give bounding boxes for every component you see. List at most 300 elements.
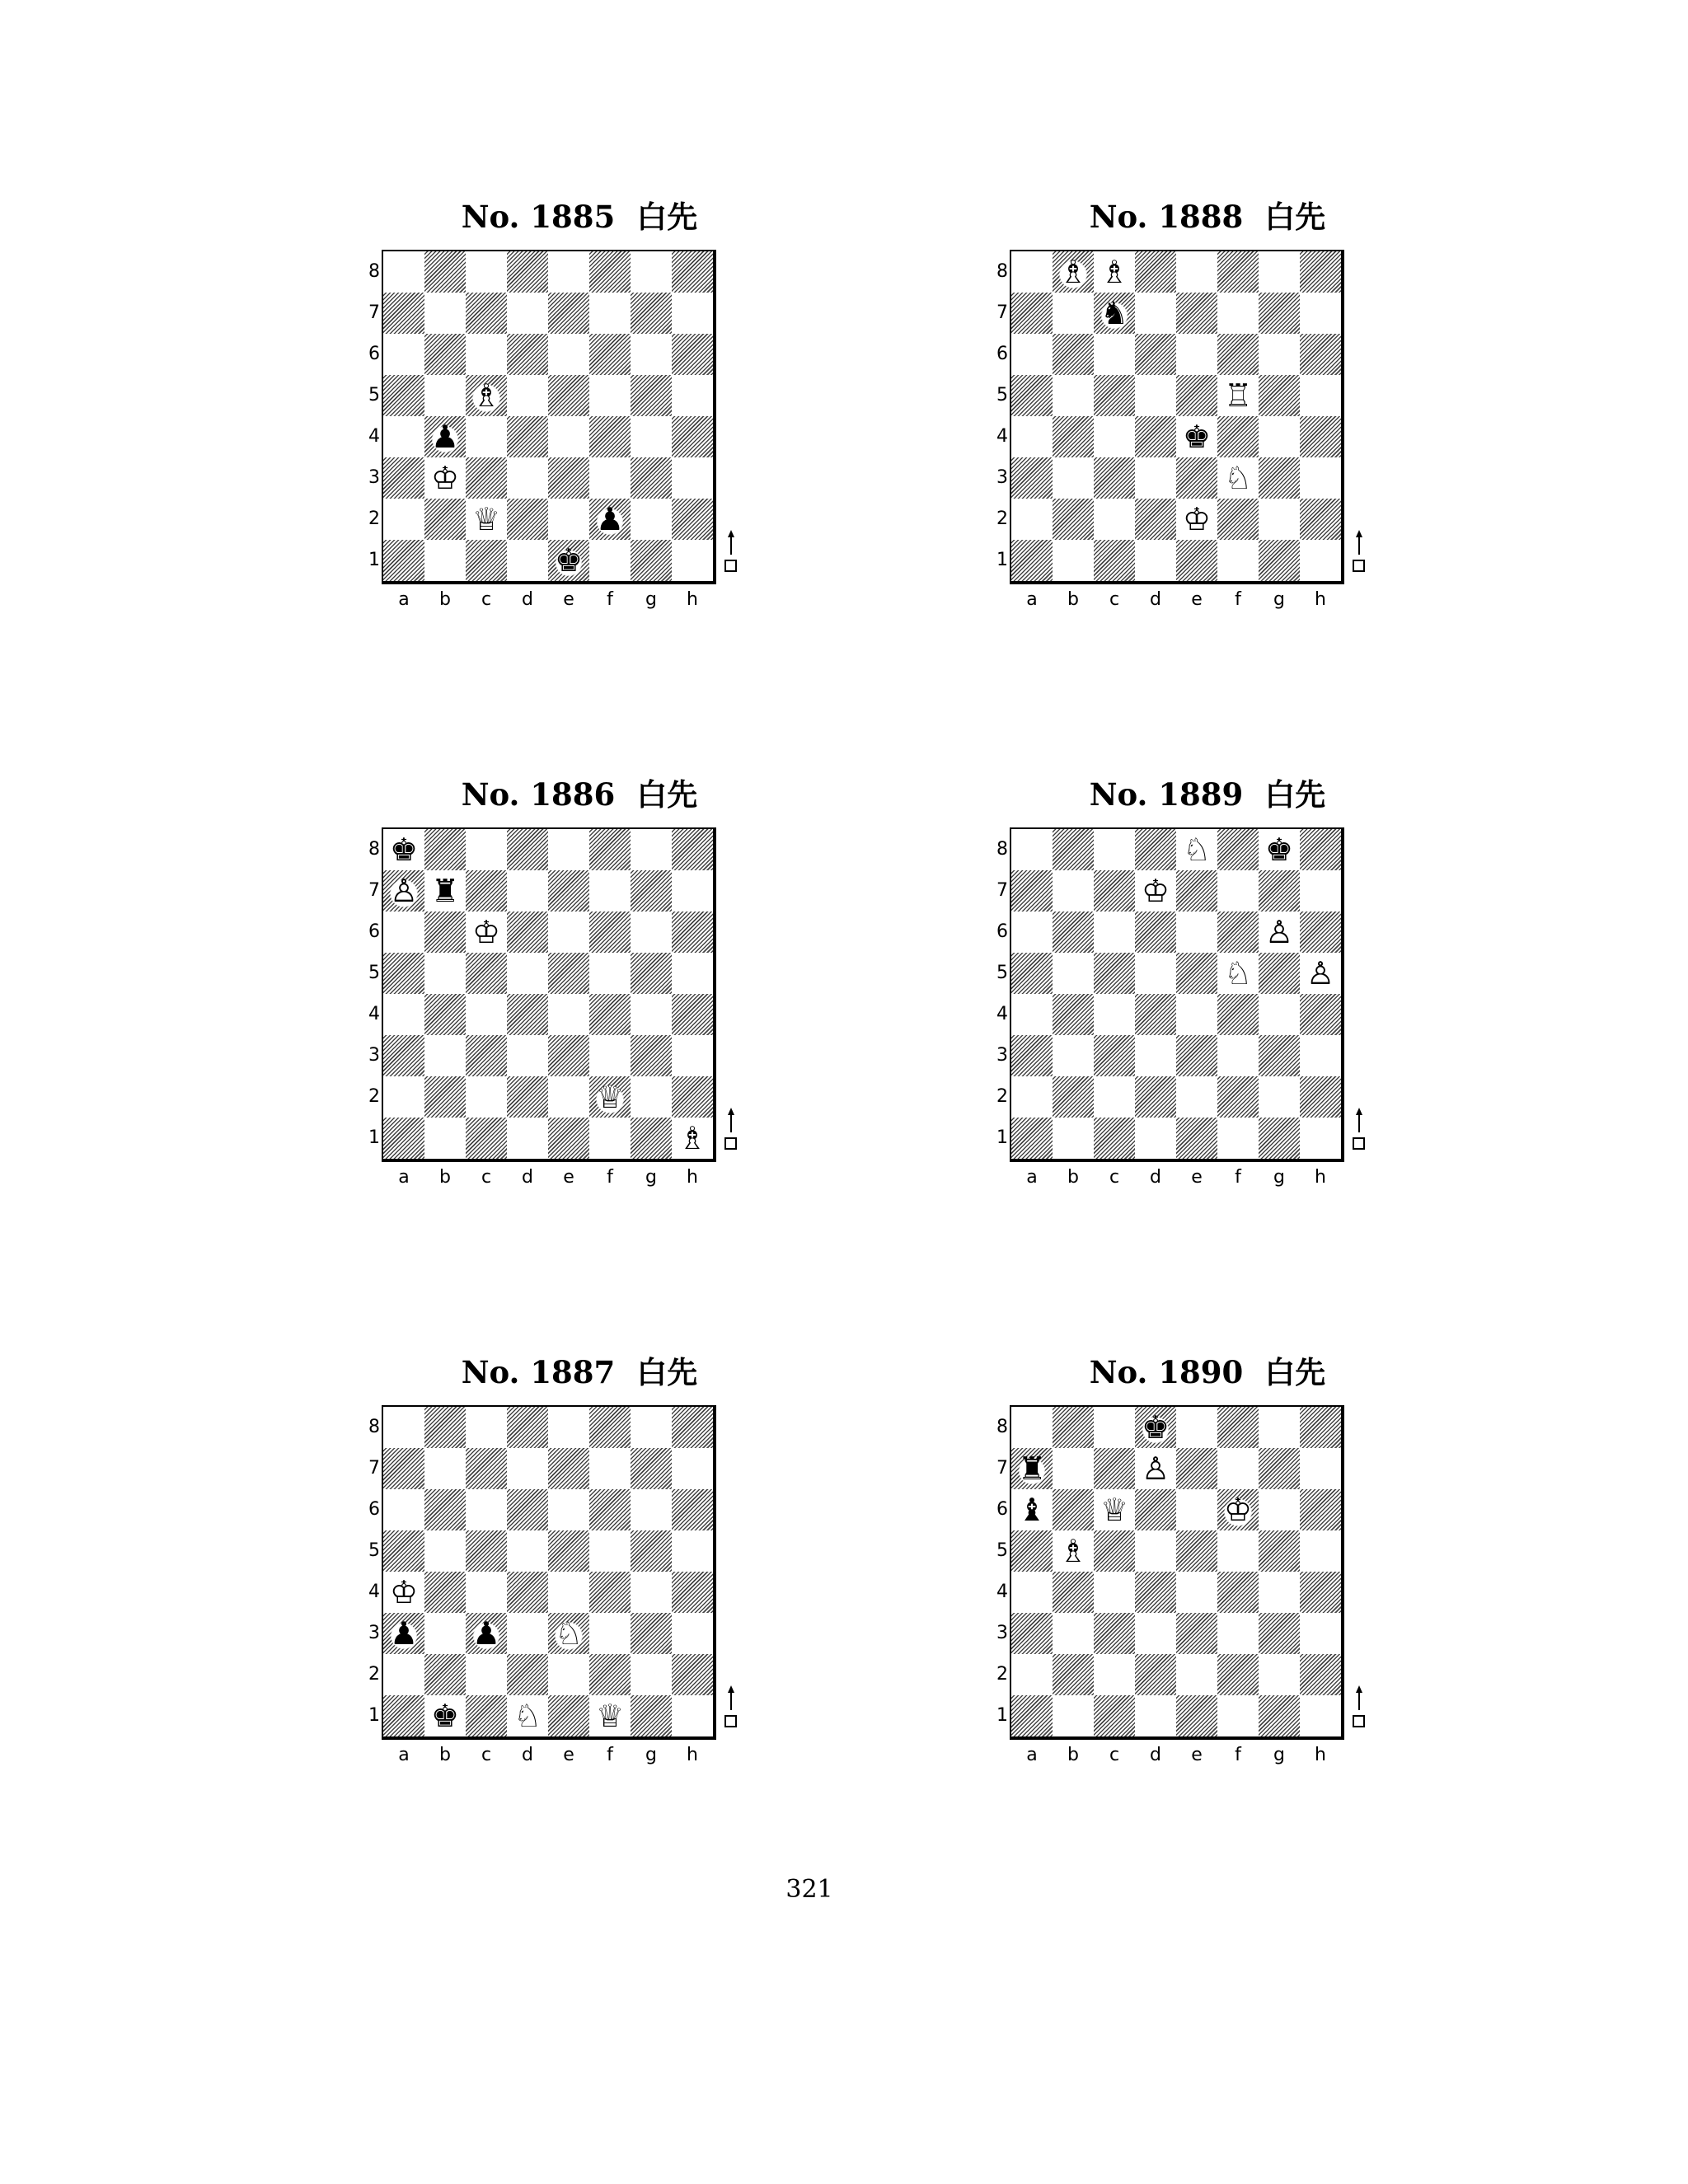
square-a8 <box>1011 251 1053 293</box>
square-h2 <box>672 1654 713 1695</box>
square-f2 <box>1217 1654 1259 1695</box>
rank-label: 1 <box>368 550 380 570</box>
square-f1 <box>589 540 631 581</box>
square-b6 <box>1053 912 1094 953</box>
white-to-move-icon <box>1351 530 1367 573</box>
square-g3 <box>1259 1035 1300 1076</box>
square-e7 <box>548 870 589 912</box>
side-to-move: 白先 <box>636 199 698 235</box>
square-d2 <box>507 499 548 540</box>
square-a1 <box>1011 1118 1053 1159</box>
square-g4 <box>631 416 672 457</box>
square-f5 <box>589 1530 631 1572</box>
square-e5 <box>1176 953 1217 994</box>
square-f4 <box>1217 1572 1259 1613</box>
square-d3 <box>507 1613 548 1654</box>
square-a2 <box>1011 1076 1053 1118</box>
square-g7 <box>631 1448 672 1489</box>
square-g5 <box>631 375 672 416</box>
square-f1 <box>1217 540 1259 581</box>
file-label: b <box>439 589 451 610</box>
square-d8 <box>507 829 548 870</box>
square-d1 <box>507 540 548 581</box>
square-g8 <box>631 829 672 870</box>
square-d4 <box>507 1572 548 1613</box>
square-g1 <box>631 540 672 581</box>
square-d1 <box>1135 540 1176 581</box>
square-h8 <box>1300 829 1341 870</box>
square-e3 <box>548 1035 589 1076</box>
file-label: c <box>481 1167 492 1188</box>
square-h1 <box>1300 1118 1341 1159</box>
rank-label: 8 <box>368 1417 380 1437</box>
file-label: c <box>1109 1167 1120 1188</box>
rank-label: 7 <box>996 302 1008 323</box>
square-e7 <box>548 293 589 334</box>
file-label: g <box>645 589 657 610</box>
square-e8 <box>548 829 589 870</box>
square-g5 <box>1259 953 1300 994</box>
chess-piece: ♘ <box>1217 953 1259 994</box>
rank-label: 4 <box>996 1004 1008 1024</box>
square-c6 <box>466 334 507 375</box>
file-label: d <box>1150 1745 1161 1765</box>
file-label: a <box>1026 589 1038 610</box>
problem-title <box>993 199 1422 235</box>
file-label: a <box>398 589 410 610</box>
square-c8 <box>466 251 507 293</box>
square-e6 <box>1176 912 1217 953</box>
square-f2 <box>1217 499 1259 540</box>
chess-board <box>1010 1405 1344 1740</box>
square-a4 <box>383 416 424 457</box>
square-f7 <box>1217 1448 1259 1489</box>
square-g4 <box>631 1572 672 1613</box>
square-g7 <box>1259 293 1300 334</box>
square-c8 <box>1094 1407 1135 1448</box>
square-h4 <box>672 994 713 1035</box>
square-e5 <box>548 953 589 994</box>
square-e2 <box>548 499 589 540</box>
file-label: f <box>607 1745 613 1765</box>
square-a6 <box>383 912 424 953</box>
rank-label: 4 <box>368 426 380 447</box>
square-c6 <box>466 1489 507 1530</box>
chess-piece: ♚ <box>1259 829 1300 870</box>
file-label: g <box>645 1745 657 1765</box>
square-b2 <box>1053 499 1094 540</box>
chess-piece: ♕ <box>589 1076 631 1118</box>
square-f7 <box>589 293 631 334</box>
square-a2 <box>383 499 424 540</box>
square-h2 <box>672 1076 713 1118</box>
square-g6 <box>1259 1489 1300 1530</box>
file-label: g <box>1273 1167 1285 1188</box>
file-label: f <box>1235 1167 1241 1188</box>
square-d8 <box>507 1407 548 1448</box>
file-label: h <box>1315 589 1326 610</box>
square-b5 <box>1053 953 1094 994</box>
square-e1 <box>1176 540 1217 581</box>
square-a7 <box>1011 293 1053 334</box>
square-c2 <box>466 1654 507 1695</box>
chess-piece: ♘ <box>1217 457 1259 499</box>
square-g5 <box>631 1530 672 1572</box>
square-h3 <box>672 1613 713 1654</box>
square-b2 <box>424 499 466 540</box>
square-d6 <box>507 912 548 953</box>
square-g4 <box>1259 994 1300 1035</box>
square-h7 <box>672 1448 713 1489</box>
square-e5 <box>548 375 589 416</box>
square-c4 <box>1094 416 1135 457</box>
square-f4 <box>589 1572 631 1613</box>
square-h7 <box>672 293 713 334</box>
square-a3 <box>1011 1035 1053 1076</box>
problem-number: No. 1885 <box>461 199 616 235</box>
square-d5 <box>1135 375 1176 416</box>
square-c4 <box>1094 1572 1135 1613</box>
square-g3 <box>1259 457 1300 499</box>
rank-label: 3 <box>368 1045 380 1066</box>
file-label: c <box>1109 589 1120 610</box>
square-h2 <box>1300 499 1341 540</box>
square-a8 <box>1011 829 1053 870</box>
side-to-move: 白先 <box>636 1355 698 1390</box>
square-a5 <box>383 375 424 416</box>
square-h8 <box>672 829 713 870</box>
square-b7 <box>424 1448 466 1489</box>
square-d1 <box>1135 1695 1176 1736</box>
chess-piece: ♖ <box>1217 375 1259 416</box>
chess-piece: ♔ <box>1135 870 1176 912</box>
square-h2 <box>672 499 713 540</box>
square-h5 <box>1300 1530 1341 1572</box>
square-d2 <box>1135 1654 1176 1695</box>
rank-label: 5 <box>996 963 1008 983</box>
square-h7 <box>1300 293 1341 334</box>
square-f4 <box>589 416 631 457</box>
square-c4 <box>466 994 507 1035</box>
square-f1 <box>1217 1118 1259 1159</box>
square-g1 <box>1259 540 1300 581</box>
rank-label: 6 <box>368 344 380 364</box>
square-e1 <box>1176 1118 1217 1159</box>
square-b2 <box>1053 1076 1094 1118</box>
square-a1 <box>383 1695 424 1736</box>
square-e8 <box>548 1407 589 1448</box>
square-h2 <box>1300 1654 1341 1695</box>
square-a8 <box>383 251 424 293</box>
chess-piece: ♙ <box>383 870 424 912</box>
square-g8 <box>631 251 672 293</box>
square-g2 <box>631 499 672 540</box>
rank-label: 5 <box>368 1540 380 1561</box>
square-e2 <box>1176 1654 1217 1695</box>
square-e2 <box>548 1076 589 1118</box>
file-label: c <box>1109 1745 1120 1765</box>
chess-piece: ♙ <box>1135 1448 1176 1489</box>
chess-piece: ♔ <box>1176 499 1217 540</box>
square-h3 <box>672 1035 713 1076</box>
square-d6 <box>507 334 548 375</box>
square-e5 <box>548 1530 589 1572</box>
square-e8 <box>1176 251 1217 293</box>
rank-label: 3 <box>368 1623 380 1643</box>
rank-label: 3 <box>368 467 380 488</box>
rank-label: 4 <box>996 1582 1008 1602</box>
square-d1 <box>1135 1118 1176 1159</box>
square-c3 <box>466 457 507 499</box>
square-e5 <box>1176 375 1217 416</box>
square-a2 <box>383 1654 424 1695</box>
square-d7 <box>507 870 548 912</box>
problem-1885 <box>365 199 794 663</box>
square-e7 <box>1176 1448 1217 1489</box>
square-f4 <box>1217 994 1259 1035</box>
square-a1 <box>383 1118 424 1159</box>
square-c2 <box>1094 1076 1135 1118</box>
square-c3 <box>1094 1035 1135 1076</box>
square-a7 <box>383 293 424 334</box>
rank-label: 5 <box>368 963 380 983</box>
square-h5 <box>1300 375 1341 416</box>
rank-label: 7 <box>368 302 380 323</box>
chess-piece: ♔ <box>1217 1489 1259 1530</box>
square-a5 <box>383 1530 424 1572</box>
rank-label: 5 <box>996 385 1008 405</box>
square-h1 <box>1300 1695 1341 1736</box>
square-b2 <box>424 1654 466 1695</box>
square-g2 <box>631 1654 672 1695</box>
square-c1 <box>1094 1118 1135 1159</box>
square-a8 <box>383 1407 424 1448</box>
file-label: a <box>1026 1167 1038 1188</box>
problem-1887 <box>365 1354 794 1819</box>
problem-number: No. 1889 <box>1089 776 1244 813</box>
square-e7 <box>1176 870 1217 912</box>
square-b4 <box>424 1572 466 1613</box>
rank-label: 4 <box>368 1582 380 1602</box>
square-f1 <box>589 1118 631 1159</box>
square-h3 <box>672 457 713 499</box>
square-g6 <box>631 334 672 375</box>
square-h3 <box>1300 1035 1341 1076</box>
chess-piece: ♕ <box>466 499 507 540</box>
square-a1 <box>383 540 424 581</box>
square-h8 <box>672 1407 713 1448</box>
square-c8 <box>1094 829 1135 870</box>
square-e6 <box>548 334 589 375</box>
file-label: g <box>645 1167 657 1188</box>
chess-piece: ♞ <box>1094 293 1135 334</box>
square-b7 <box>424 293 466 334</box>
square-c8 <box>466 1407 507 1448</box>
square-c7 <box>466 1448 507 1489</box>
square-b5 <box>1053 375 1094 416</box>
square-g7 <box>631 870 672 912</box>
square-c1 <box>466 1118 507 1159</box>
square-c4 <box>466 1572 507 1613</box>
file-label: e <box>563 1167 574 1188</box>
white-to-move-icon <box>723 530 739 573</box>
square-g7 <box>631 293 672 334</box>
chess-piece: ♘ <box>548 1613 589 1654</box>
square-g7 <box>1259 1448 1300 1489</box>
square-e4 <box>1176 994 1217 1035</box>
square-b3 <box>1053 1035 1094 1076</box>
square-b7 <box>1053 870 1094 912</box>
square-d5 <box>507 375 548 416</box>
square-b1 <box>1053 540 1094 581</box>
chess-piece: ♝ <box>1011 1489 1053 1530</box>
rank-label: 8 <box>996 261 1008 282</box>
square-h6 <box>672 1489 713 1530</box>
square-c1 <box>1094 540 1135 581</box>
problem-title <box>993 1354 1422 1390</box>
square-a7 <box>1011 870 1053 912</box>
file-label: b <box>1067 1745 1079 1765</box>
square-f6 <box>1217 912 1259 953</box>
file-label: f <box>607 1167 613 1188</box>
square-g4 <box>1259 416 1300 457</box>
square-d4 <box>1135 416 1176 457</box>
square-h1 <box>1300 540 1341 581</box>
square-h7 <box>1300 1448 1341 1489</box>
square-c5 <box>1094 953 1135 994</box>
square-f7 <box>589 870 631 912</box>
square-a5 <box>1011 1530 1053 1572</box>
chess-piece: ♚ <box>548 540 589 581</box>
square-a1 <box>1011 540 1053 581</box>
file-label: b <box>439 1167 451 1188</box>
square-d5 <box>507 953 548 994</box>
square-g1 <box>1259 1118 1300 1159</box>
file-label: h <box>687 1745 698 1765</box>
square-a3 <box>1011 457 1053 499</box>
square-e1 <box>1176 1695 1217 1736</box>
square-f7 <box>589 1448 631 1489</box>
rank-label: 1 <box>368 1127 380 1148</box>
square-b6 <box>424 912 466 953</box>
square-e2 <box>1176 1076 1217 1118</box>
square-g3 <box>631 1035 672 1076</box>
file-label: b <box>1067 1167 1079 1188</box>
square-h1 <box>672 1695 713 1736</box>
square-e6 <box>1176 334 1217 375</box>
square-d2 <box>507 1654 548 1695</box>
chess-piece: ♘ <box>1176 829 1217 870</box>
square-f7 <box>1217 870 1259 912</box>
rank-label: 5 <box>368 385 380 405</box>
square-h3 <box>1300 1613 1341 1654</box>
side-to-move: 白先 <box>636 777 698 813</box>
rank-label: 2 <box>368 1664 380 1685</box>
square-e8 <box>548 251 589 293</box>
square-b1 <box>424 540 466 581</box>
square-a3 <box>1011 1613 1053 1654</box>
square-h7 <box>1300 870 1341 912</box>
square-h5 <box>672 375 713 416</box>
square-b4 <box>1053 1572 1094 1613</box>
square-e7 <box>1176 293 1217 334</box>
chess-piece: ♚ <box>383 829 424 870</box>
problem-title <box>365 199 794 235</box>
rank-label: 7 <box>996 880 1008 901</box>
square-f1 <box>1217 1695 1259 1736</box>
square-b3 <box>1053 1613 1094 1654</box>
square-a2 <box>1011 499 1053 540</box>
square-g2 <box>631 1076 672 1118</box>
square-e6 <box>548 1489 589 1530</box>
file-label: d <box>522 1167 533 1188</box>
square-g2 <box>1259 1654 1300 1695</box>
file-label: g <box>1273 1745 1285 1765</box>
chess-piece: ♙ <box>1300 953 1341 994</box>
square-f8 <box>1217 829 1259 870</box>
square-e1 <box>548 1118 589 1159</box>
square-c5 <box>466 953 507 994</box>
square-b1 <box>424 1118 466 1159</box>
square-a4 <box>1011 416 1053 457</box>
white-to-move-icon <box>1351 1685 1367 1728</box>
square-f4 <box>1217 416 1259 457</box>
square-d4 <box>1135 1572 1176 1613</box>
square-b3 <box>424 1035 466 1076</box>
file-label: f <box>607 589 613 610</box>
square-f8 <box>1217 1407 1259 1448</box>
chess-piece: ♟ <box>589 499 631 540</box>
square-h4 <box>672 1572 713 1613</box>
chess-piece: ♟ <box>424 416 466 457</box>
file-label: g <box>1273 589 1285 610</box>
file-label: b <box>1067 589 1079 610</box>
square-f8 <box>589 829 631 870</box>
chess-piece: ♗ <box>1053 251 1094 293</box>
white-to-move-icon <box>1351 1108 1367 1151</box>
square-f3 <box>589 1035 631 1076</box>
file-label: h <box>1315 1167 1326 1188</box>
square-b6 <box>424 1489 466 1530</box>
square-f3 <box>1217 1613 1259 1654</box>
chess-piece: ♚ <box>424 1695 466 1736</box>
square-e6 <box>548 912 589 953</box>
problem-title <box>365 1354 794 1390</box>
square-a5 <box>1011 375 1053 416</box>
chess-piece: ♔ <box>466 912 507 953</box>
rank-label: 4 <box>996 426 1008 447</box>
square-c7 <box>1094 870 1135 912</box>
square-h8 <box>1300 1407 1341 1448</box>
square-c4 <box>466 416 507 457</box>
rank-label: 7 <box>996 1458 1008 1479</box>
chess-piece: ♜ <box>424 870 466 912</box>
page-number: 321 <box>785 1875 833 1904</box>
square-f7 <box>1217 293 1259 334</box>
problem-1888 <box>993 199 1422 663</box>
square-c1 <box>466 1695 507 1736</box>
square-c5 <box>1094 375 1135 416</box>
square-e4 <box>548 1572 589 1613</box>
square-g2 <box>1259 1076 1300 1118</box>
square-f2 <box>589 1654 631 1695</box>
rank-label: 6 <box>996 344 1008 364</box>
file-label: e <box>563 589 574 610</box>
square-e6 <box>1176 1489 1217 1530</box>
square-h7 <box>672 870 713 912</box>
square-d4 <box>1135 994 1176 1035</box>
square-f8 <box>1217 251 1259 293</box>
